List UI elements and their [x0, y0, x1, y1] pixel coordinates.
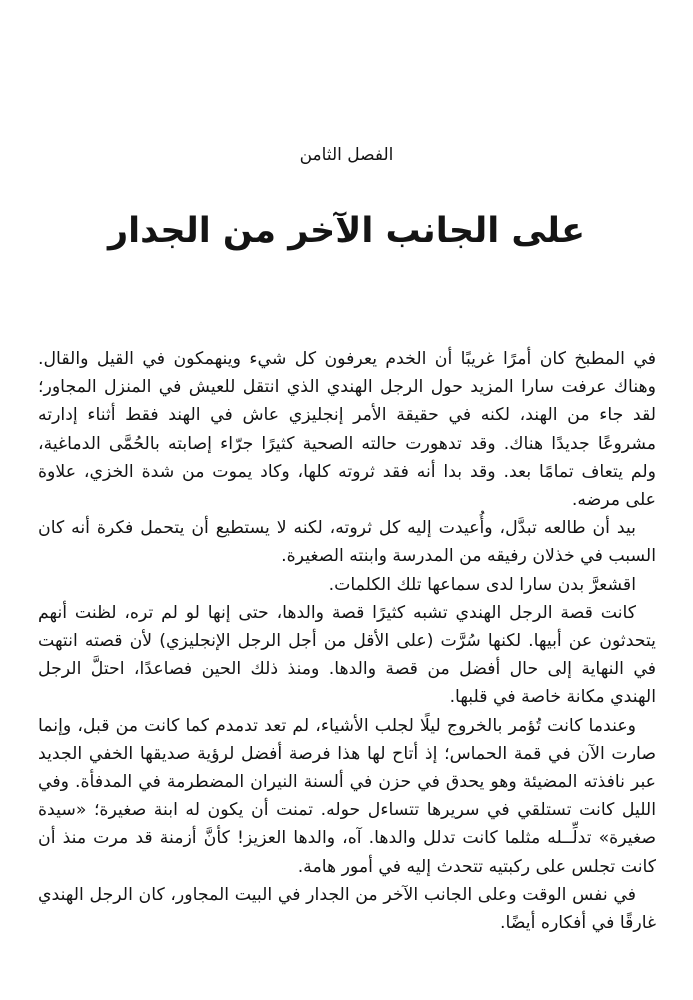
paragraph: في نفس الوقت وعلى الجانب الآخر من الجدار في البيت المجاور، كان الرجل الهندي غارقًا في أفكاره أيضًا.: [38, 884, 656, 934]
chapter-body: [38, 345, 656, 937]
paragraph: اقشعرَّ بدن سارا لدى سماعها تلك الكلمات.: [328, 574, 636, 595]
paragraph: وعندما كانت تُؤمر بالخروج ليلًا لجلب الأشياء، لم تعد تدمدم كما كانت من قبل، وإنما صارت الآن في قمة الحماس؛ إذ أتاح لها هذا فرصة أفضل لرؤية صديقها الخفي الجديد عبر نافذته المضيئة وهو يحدق في حزن في ألسنة النيران المضطرمة في المدفأة. وفي الليل كانت تستلقي في سريرها تتساءل حوله. تمنت أن يكون له ابنة صغيرة؛ «سيدة صغيرة» تدلِّــله مثلما كانت تدلل والدها. آه، والدها العزيز! كأنَّ أزمنة قد مرت منذ أن كانت تجلس على ركبتيه تتحدث إليه في أمور هامة.: [38, 715, 656, 877]
paragraph: في المطبخ كان أمرًا غريبًا أن الخدم يعرفون كل شيء وينهمكون في القيل والقال. وهناك عرفت سارا المزيد حول الرجل الهندي الذي انتقل للعيش في المنزل المجاور؛ لقد جاء من الهند، لكنه في حقيقة الأمر إنجليزي عاش في الهند فقط أثناء إدارته مشروعًا جديدًا هناك. وقد تدهورت حالته الصحية كثيرًا جرّاء إصابته بالحُمَّى الدماغية، ولم يتعاف تمامًا بعد. وقد بدا أنه فقد ثروته كلها، وكاد يموت من شدة الخزي، علاوة على مرضه.: [38, 349, 656, 511]
chapter-title: على الجانب الآخر من الجدار: [108, 211, 585, 251]
chapter-label: الفصل الثامن: [299, 145, 394, 165]
paragraph: بيد أن طالعه تبدَّل، وأُعيدت إليه كل ثروته، لكنه لا يستطيع أن يتحمل فكرة أنه كان السبب في خذلان رفيقه من المدرسة وابنته الصغيرة.: [38, 518, 656, 567]
paragraph: كانت قصة الرجل الهندي تشبه كثيرًا قصة والدها، حتى إنها لو لم تره، لظنت أنهم يتحدثون عن أبيها. لكنها سُرَّت (على الأقل من أجل الرجل الإنجليزي) لأن قصته انتهت في النهاية إلى حال أفضل من قصة والدها. ومنذ ذلك الحين فصاعدًا، احتلَّ الرجل الهندي مكانة خاصة في قلبها.: [38, 602, 656, 708]
